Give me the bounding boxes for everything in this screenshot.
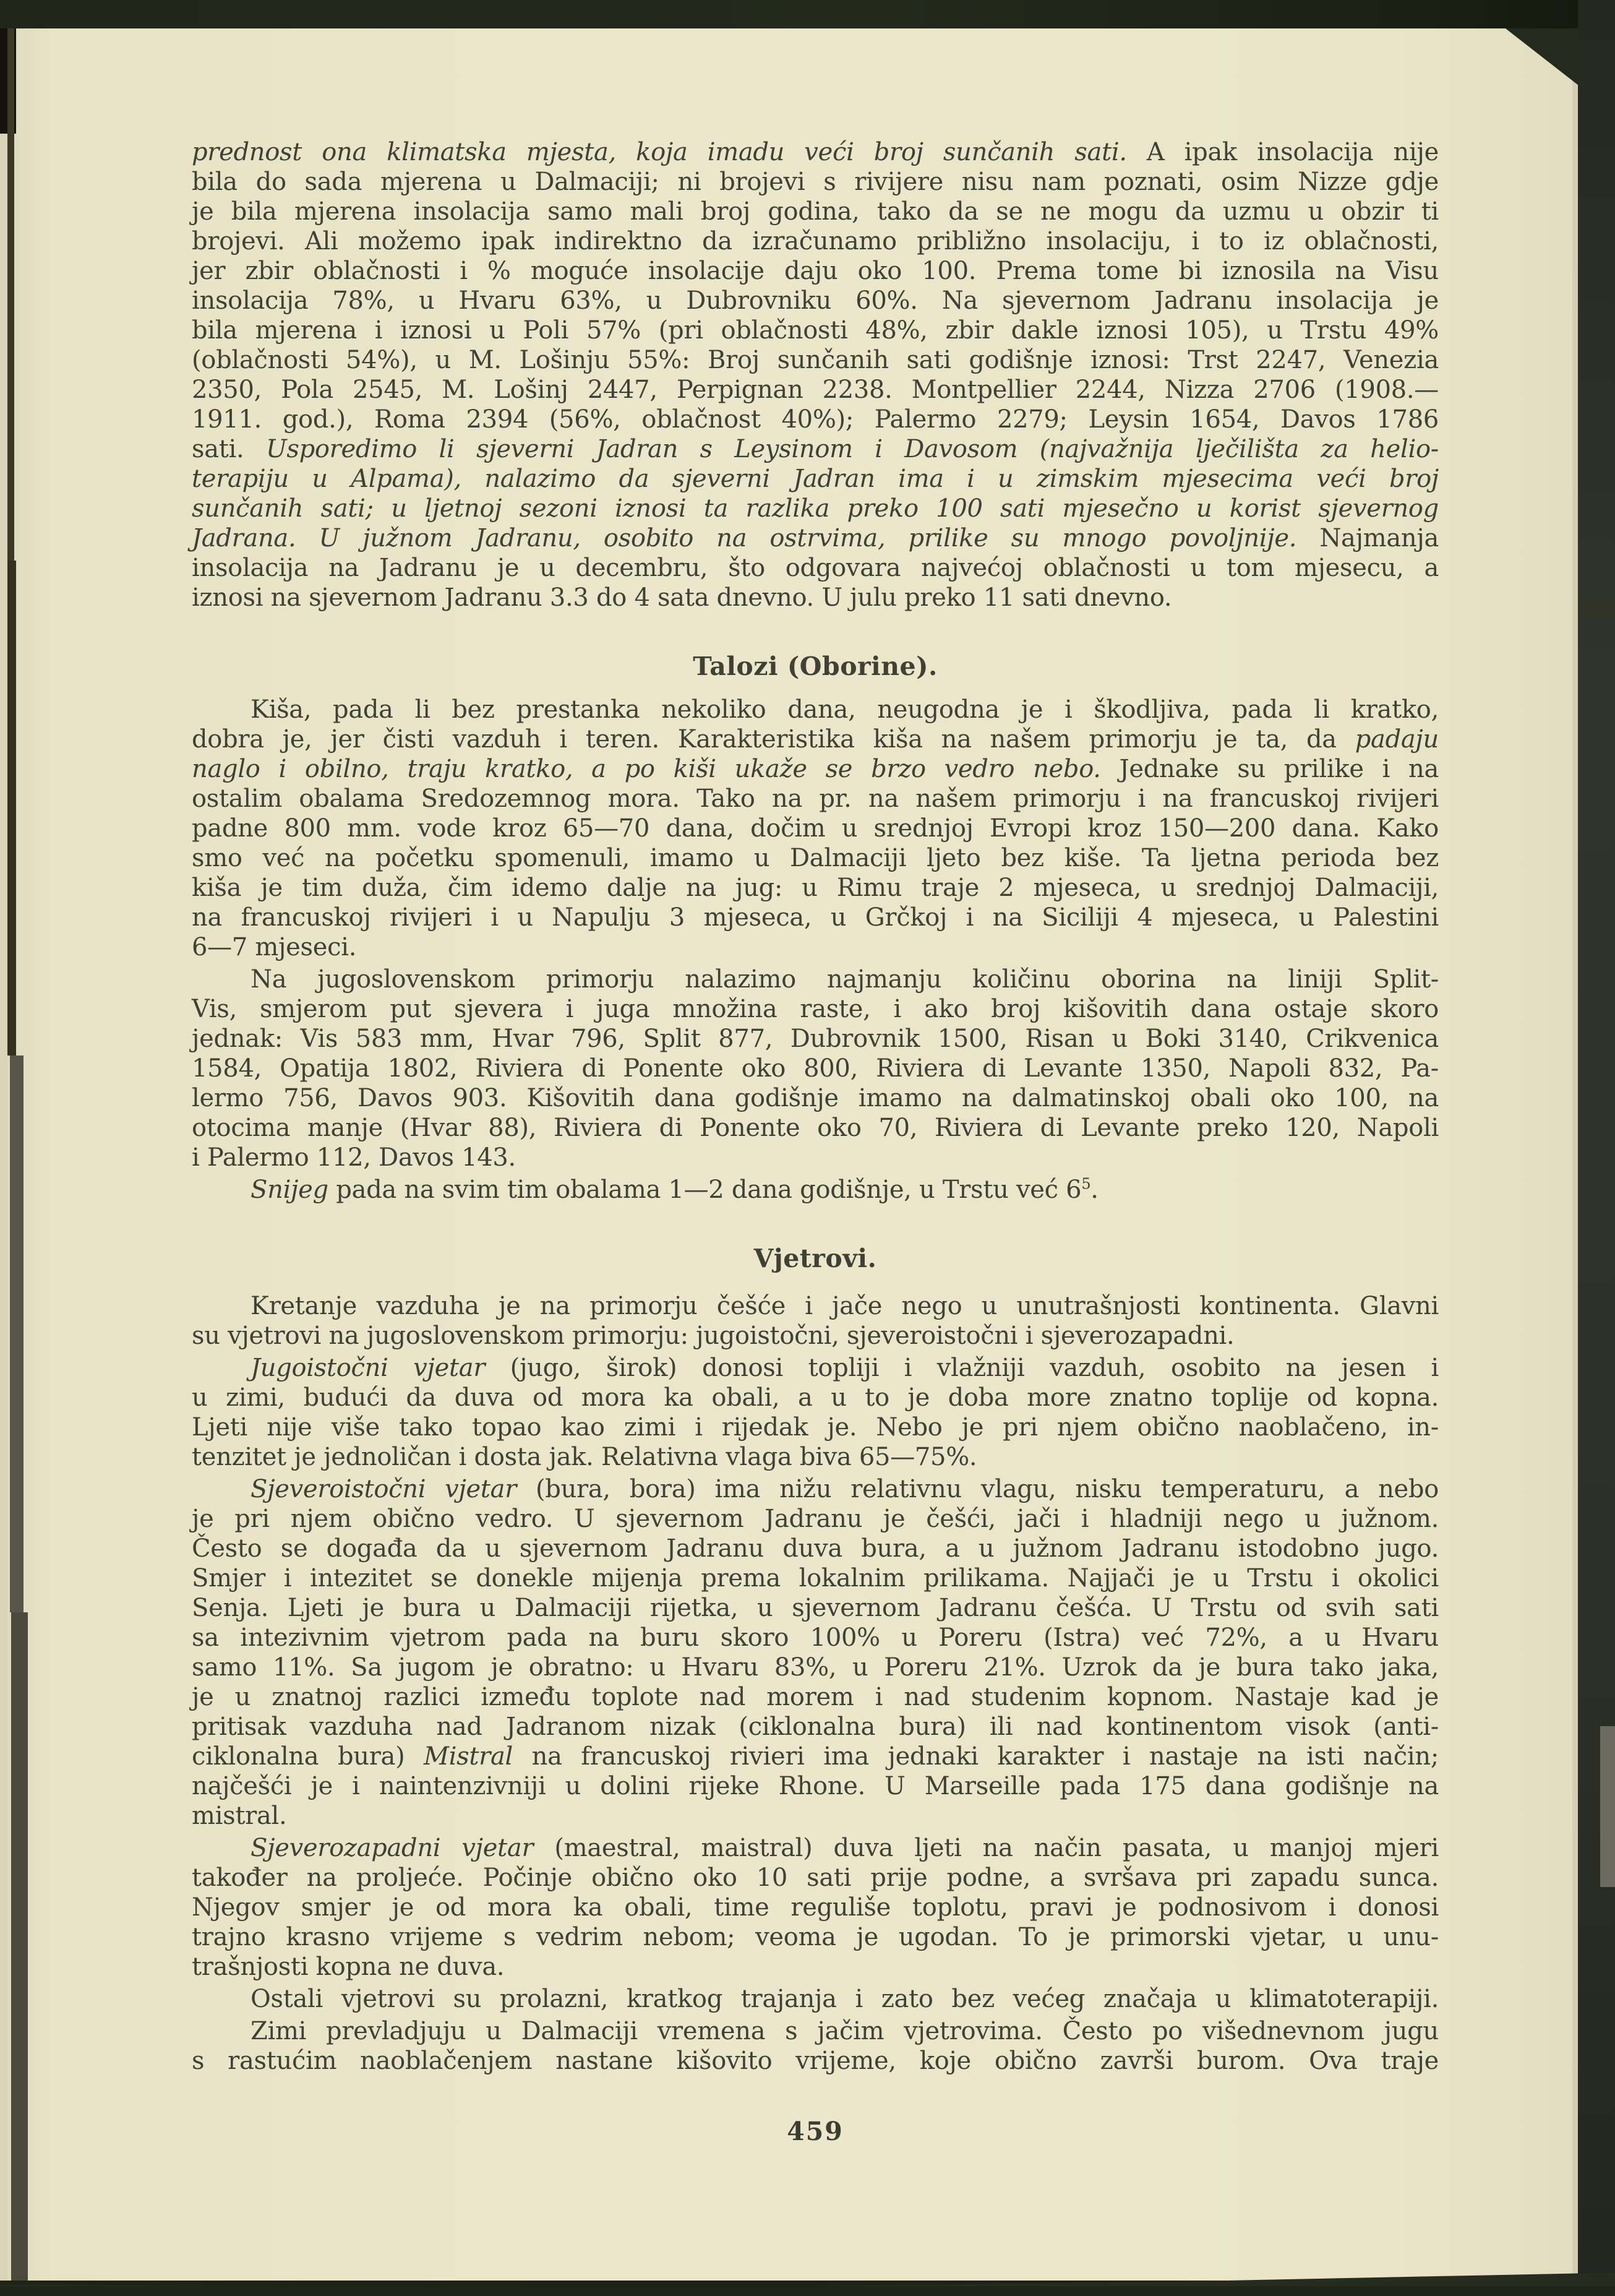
text-line: Ostali vjetrovi su prolazni, kratkog trajanja i zato bez većeg značaja u klimatoterapiji. [251,1985,1439,2013]
text-line: je pri njem obično vedro. U sjevernom Jadranu je češći, jači i hladniji nego u južnom. [192,1505,1439,1533]
text-line: Jadrana. U južnom Jadranu, osobito na ostrvima, prilike su mnogo povoljnije. Najmanja [192,524,1439,553]
text-line: Zimi prevladjuju u Dalmaciji vremena s jačim vjetrovima. Često po višednevnom jugu [251,2017,1439,2045]
text-line: Jugoistočni vjetar (jugo, širok) donosi topliji i vlažniji vazduh, osobito na jesen i [251,1354,1439,1382]
text-line: mistral. [192,1802,287,1830]
text-line: Vis, smjerom put sjevera i juga množina raste, i ako broj kišovitih dana ostaje skoro [192,995,1439,1023]
text-line: Njegov smjer je od mora ka obali, time reguliše toplotu, pravi je podnosivom i donosi [192,1893,1439,1922]
text-line: naglo i obilno, traju kratko, a po kiši ukaže se brzo vedro nebo. Jednake su prilike i na [192,755,1439,783]
text-line: sunčanih sati; u ljetnoj sezoni iznosi ta razlika preko 100 sati mjesečno u korist sjevernog [192,494,1439,523]
text-line: Sjeveroistočni vjetar (bura, bora) ima nižu relativnu vlagu, nisku temperaturu, a nebo [251,1475,1439,1503]
text-line: su vjetrovi na jugoslovenskom primorju: jugoistočni, sjeveroistočni i sjeverozapadni. [192,1322,1235,1350]
text-line: Senja. Ljeti je bura u Dalmaciji rijetka, u sjevernom Jadranu češća. U Trstu od svih sati [192,1594,1439,1622]
text-line: (oblačnosti 54%), u M. Lošinju 55%: Broj sunčanih sati godišnje iznosi: Trst 2247, Venezia [192,346,1439,374]
section-heading-vjetrovi: Vjetrovi. [753,1244,877,1273]
text-line: iznosi na sjevernom Jadranu 3.3 do 4 sata dnevno. U julu preko 11 sati dnevno. [192,583,1172,612]
text-line: samo 11%. Sa jugom je obratno: u Hvaru 83%, u Poreru 21%. Uzrok da je bura tako jaka, [192,1653,1439,1682]
text-line: insolacija na Jadranu je u decembru, što odgovara najvećoj oblačnosti u tom mjesecu, a [192,554,1439,582]
text-line: Kiša, pada li bez prestanka nekoliko dana, neugodna je i škodljiva, pada li kratko, [251,695,1439,724]
text-line: također na proljeće. Počinje obično oko 10 sati prije podne, a svršava pri zapadu sunca. [192,1864,1439,1892]
text-line: insolacija 78%, u Hvaru 63%, u Dubrovniku 60%. Na sjevernom Jadranu insolacija je [192,286,1439,315]
adjacent-page-sliver [0,28,7,2281]
text-line: Na jugoslovenskom primorju nalazimo najmanju količinu oborina na liniji Split- [251,965,1439,994]
text-line: Snijeg pada na svim tim obalama 1—2 dana godišnje, u Trstu već $6^5$. [251,1175,1099,1204]
text-line: pritisak vazduha nad Jadranom nizak (ciklonalna bura) ili nad kontinentom visok (anti- [192,1713,1439,1741]
text-column [192,137,1439,2146]
text-line: na francuskoj rivijeri i u Napulju 3 mjeseca, u Grčkoj i na Siciliji 4 mjeseca, u Palestini [192,903,1439,932]
scan-border-right [1578,0,1615,2296]
paragraph-sjeverozapadni [192,1833,1439,1982]
text-line: sati. Usporedimo li sjeverni Jadran s Leysinom i Davosom (najvažnija lječilišta za helio- [192,435,1439,463]
text-line: trajno krasno vrijeme s vedrim nebom; veoma je ugodan. To je primorski vjetar, u unu- [192,1923,1439,1951]
text-line: 1584, Opatija 1802, Riviera di Ponente oko 800, Riviera di Levante 1350, Napoli 832, Pa- [192,1054,1439,1083]
paragraph-sjeveroistocni [192,1474,1439,1831]
text-line: 6—7 mjeseci. [192,933,357,961]
text-line: Često se događa da u sjevernom Jadranu duva bura, a u južnom Jadranu istodobno jugo. [192,1534,1439,1563]
text-line: Kretanje vazduha je na primorju češće i jače nego u unutrašnjosti kontinenta. Glavni [251,1292,1439,1320]
text-line: ciklonalna bura) Mistral na francuskoj rivieri ima jednaki karakter i nastaje na isti način; [192,1742,1439,1771]
text-line: brojevi. Ali možemo ipak indirektno da izračunamo približno insolaciju, i to iz oblačnosti, [192,227,1439,256]
text-line: lermo 756, Davos 903. Kišovitih dana godišnje imamo na dalmatinskoj obali oko 100, na [192,1084,1439,1112]
text-line: Smjer i intezitet se donekle mijenja prema lokalnim prilikama. Najjači je u Trstu i okolici [192,1564,1439,1593]
text-line: smo već na početku spomenuli, imamo u Dalmaciji ljeto bez kiše. Ta ljetna perioda bez [192,844,1439,872]
paragraph-zimi [192,2016,1439,2076]
scan-border-right-patch [1600,1726,1615,1887]
text-line: Ljeti nije više tako topao kao zimi i rijedak je. Nebo je pri njem obično naoblačeno, in- [192,1413,1439,1442]
text-line: jer zbir oblačnosti i % moguće insolacije daju oko 100. Prema tome bi iznosila na Visu [192,257,1439,285]
text-line: najčešći je i naintenzivniji u dolini rijeke Rhone. U Marseille pada 175 dana godišnje na [192,1772,1439,1800]
gutter-shadow [7,561,16,1056]
text-line: Sjeverozapadni vjetar (maestral, maistral) duva ljeti na način pasata, u manjoj mjeri [251,1834,1439,1862]
text-line: 2350, Pola 2545, M. Lošinj 2447, Perpignan 2238. Montpellier 2244, Nizza 2706 (1908.— [192,376,1439,404]
text-line: bila mjerena i iznosi u Poli 57% (pri oblačnosti 48%, zbir dakle iznosi 105), u Trstu 49% [192,316,1439,345]
text-line: padne 800 mm. vode kroz 65—70 dana, dočim u srednjoj Evropi kroz 150—200 dana. Kako [192,814,1439,843]
paper-corner-fold [1506,28,1579,85]
gutter-shadow [10,1056,24,1612]
text-line: ostalim obalama Sredozemnog mora. Tako na pr. na našem primorju i na francuskoj rivijeri [192,785,1439,813]
text-line: trašnjosti kopna ne duva. [192,1953,505,1981]
scan-border-top [0,0,1615,28]
text-line: terapiju u Alpama), nalazimo da sjeverni Jadran ima i u zimskim mjesecima veći broj [192,465,1439,493]
page-number: 459 [787,2117,844,2146]
text-block [192,137,1439,2076]
paragraph-kretanje-vazduha [192,1291,1439,1351]
text-line: dobra je, jer čisti vazduh i teren. Karakteristika kiša na našem primorju je ta, da padaju [192,725,1439,754]
paragraph-insolacija [192,137,1439,613]
paragraph-ostali-vjetrovi [192,1984,1439,2014]
text-line: u zimi, budući da duva od mora ka obali, a u to je doba more znatno toplije od kopna. [192,1383,1439,1412]
text-line: i Palermo 112, Davos 143. [192,1143,516,1172]
text-line: tenzitet je jednoličan i dosta jak. Relativna vlaga biva 65—75%. [192,1443,977,1471]
paragraph-kisa [192,695,1439,962]
text-line: sa intezivnim vjetrom pada na buru skoro 100% u Poreru (Istra) već 72%, a u Hvaru [192,1623,1439,1652]
text-line: je bila mjerena insolacija samo mali broj godina, tako da se ne mogu da uzmu u obzir ti [192,197,1439,226]
text-line: s rastućim naoblačenjem nastane kišovito vrijeme, koje obično završi burom. Ova traje [192,2047,1439,2075]
section-heading-talozi: Talozi (Oborine). [693,651,938,681]
text-line: jednak: Vis 583 mm, Hvar 796, Split 877, Dubrovnik 1500, Risan u Boki 3140, Crikvenica [192,1025,1439,1053]
paragraph-snijeg [192,1175,1439,1205]
text-line: bila do sada mjerena u Dalmaciji; ni brojevi s rivijere nisu nam poznati, osim Nizze gdje [192,168,1439,196]
text-line: prednost ona klimatska mjesta, koja imadu veći broj sunčanih sati. A ipak insolacija nije [192,138,1439,166]
paragraph-oborine-kolicina [192,965,1439,1172]
gutter-shadow [7,28,14,561]
paragraph-jugoistocni [192,1353,1439,1472]
text-line: 1911. god.), Roma 2394 (56%, oblačnost 40%); Palermo 2279; Leysin 1654, Davos 1786 [192,405,1439,434]
gutter-shadow [11,1612,28,2281]
scan-border-bottom-base [0,2286,1615,2296]
text-line: je u znatnoj razlici između toplote nad morem i nad studenim kopnom. Nastaje kad je [192,1683,1439,1711]
text-line: kiša je tim duža, čim idemo dalje na jug: u Rimu traje 2 mjeseca, u srednjoj Dalmaciji, [192,874,1439,902]
text-line: otocima manje (Hvar 88), Riviera di Ponente oko 70, Riviera di Levante preko 120, Napoli [192,1114,1439,1142]
